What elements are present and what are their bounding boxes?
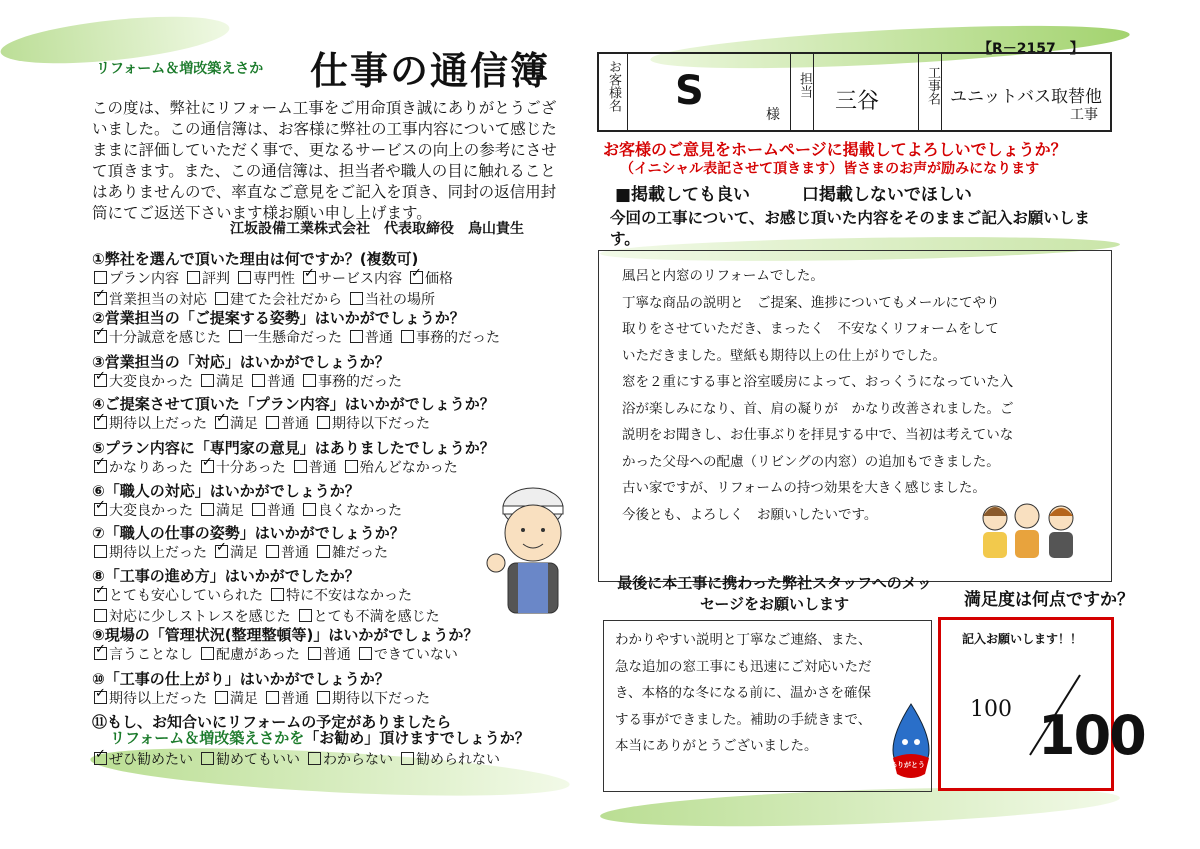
option-label: 満足	[216, 503, 244, 519]
option-label: 普通	[308, 460, 337, 476]
unchecked-box-icon[interactable]	[271, 588, 284, 601]
checked-box-icon[interactable]	[94, 647, 107, 660]
option-label: 十分誠意を感じた	[109, 330, 221, 346]
checkbox-option[interactable]	[266, 545, 309, 561]
unchecked-box-icon[interactable]	[266, 416, 279, 429]
family-illustration	[975, 498, 1085, 560]
option-label: 専門性	[253, 271, 295, 287]
checkbox-option[interactable]	[94, 374, 193, 390]
checkbox-option[interactable]	[229, 330, 342, 346]
option-label: かなりあった	[109, 460, 193, 476]
checked-box-icon[interactable]	[94, 503, 107, 516]
unchecked-box-icon[interactable]	[252, 503, 265, 516]
option-label: 満足	[230, 691, 258, 707]
checkbox-option[interactable]	[94, 691, 207, 707]
water-drop-mascot	[885, 702, 937, 782]
checkbox-option[interactable]	[303, 503, 402, 519]
message-line: する事ができました。補助の手続きまで、	[615, 711, 872, 728]
unchecked-box-icon[interactable]	[187, 271, 200, 284]
publish-question: お客様のご意見をホームページに掲載してよろしいでしょうか？	[603, 140, 1067, 159]
option-label: 営業担当の対応	[109, 292, 207, 308]
tanto-name: 三谷	[835, 89, 880, 114]
option-label: 当社の場所	[365, 292, 435, 308]
question-8-options	[94, 585, 420, 605]
unchecked-box-icon[interactable]	[215, 292, 228, 305]
koji-name: ユニットバス取替他	[950, 87, 1102, 107]
sama-label: 様	[766, 107, 780, 123]
option-label: 満足	[230, 545, 258, 561]
checkbox-option[interactable]	[303, 374, 402, 390]
checkbox-option[interactable]	[215, 545, 258, 561]
option-label: 期待以上だった	[109, 545, 207, 561]
option-label: 期待以下だった	[332, 416, 430, 432]
checkbox-option[interactable]	[215, 416, 258, 432]
option-label: ぜひ勧めたい	[109, 752, 193, 768]
option-label: とても安心していられた	[109, 588, 263, 604]
option-label: できていない	[373, 647, 458, 663]
customer-label: お客様名	[606, 60, 621, 112]
checkbox-option[interactable]	[94, 545, 207, 561]
comment-line: 風呂と内窓のリフォームでした。	[622, 268, 824, 284]
unchecked-box-icon[interactable]	[94, 271, 107, 284]
publish-choices	[615, 180, 972, 205]
comment-line: かった父母への配慮（リビングの内窓）の追加もできました。	[622, 453, 1000, 470]
tanto-label: 担当	[797, 72, 812, 98]
checked-box-icon[interactable]	[94, 416, 107, 429]
checked-box-icon[interactable]	[94, 374, 107, 387]
checked-box-icon[interactable]	[94, 330, 107, 343]
option-label: 普通	[365, 330, 393, 346]
unchecked-box-icon[interactable]	[201, 374, 214, 387]
reference-number: 【R－2157 】	[978, 41, 1084, 57]
unchecked-box-icon[interactable]	[299, 609, 312, 622]
checkbox-option[interactable]	[94, 752, 193, 768]
checkbox-option[interactable]	[187, 271, 230, 287]
question-8-options	[94, 606, 448, 626]
option-label: 言うことなし	[109, 647, 193, 663]
comment-line: 丁寧な商品の説明と ご提案、進捗についてもメールにてやり	[622, 294, 1000, 311]
signature: 江坂設備工業株式会社 代表取締役 鳥山貴生	[230, 221, 524, 237]
checkbox-option[interactable]	[252, 503, 295, 519]
choice-publish-no[interactable]: 口掲載しないでほしい	[801, 185, 972, 205]
question-7: ⑦「職人の仕事の姿勢」はいかがでしょうか？	[92, 524, 405, 542]
checked-box-icon[interactable]	[94, 460, 107, 473]
unchecked-box-icon[interactable]	[266, 545, 279, 558]
unchecked-box-icon[interactable]	[350, 292, 363, 305]
question-10: ⑩「工事の仕上がり」はいかがでしょうか？	[92, 670, 390, 688]
unchecked-box-icon[interactable]	[238, 271, 251, 284]
option-label: 殆んどなかった	[359, 460, 458, 476]
unchecked-box-icon[interactable]	[294, 460, 307, 473]
option-label: 雑だった	[332, 545, 388, 561]
unchecked-box-icon[interactable]	[317, 416, 330, 429]
checkbox-option[interactable]	[201, 752, 300, 768]
question-2: ②営業担当の「ご提案する姿勢」はいかがでしょうか？	[92, 309, 465, 327]
mascot-text: ありがとう	[890, 761, 925, 769]
option-label: 勧めてもいい	[216, 752, 300, 768]
checkbox-option[interactable]	[401, 752, 500, 768]
checkbox-option[interactable]	[317, 545, 388, 561]
message-line: わかりやすい説明と丁寧なご連絡、また、	[615, 632, 872, 648]
question-3: ③営業担当の「対応」はいかがでしょうか？	[92, 353, 390, 371]
option-label: 期待以下だった	[332, 691, 430, 707]
option-label: 十分あった	[215, 460, 286, 476]
unchecked-box-icon[interactable]	[94, 609, 107, 622]
header-divider-1	[627, 54, 628, 130]
unchecked-box-icon[interactable]	[252, 374, 265, 387]
checkbox-option[interactable]	[410, 271, 453, 287]
option-label: わからない	[323, 752, 393, 768]
header-divider-2	[790, 54, 791, 130]
unchecked-box-icon[interactable]	[350, 330, 363, 343]
message-title: 最後に本工事に携わった弊社スタッフへのメッセージをお願いします	[617, 574, 932, 613]
question-5-options	[94, 457, 466, 477]
publish-subtext: （イニシャル表記させて頂きます）皆さまのお声が励みになります	[620, 161, 1040, 177]
option-label: 満足	[230, 416, 258, 432]
score-value: 100	[1038, 704, 1145, 767]
unchecked-box-icon[interactable]	[308, 752, 321, 765]
unchecked-box-icon[interactable]	[201, 503, 214, 516]
unchecked-box-icon[interactable]	[201, 752, 214, 765]
question-1-options	[94, 268, 461, 288]
message-line: 急な追加の窓工事にも迅速にご対応いただ	[615, 658, 872, 675]
checkbox-option[interactable]	[201, 647, 300, 663]
unchecked-box-icon[interactable]	[317, 545, 330, 558]
option-label: 大変良かった	[109, 374, 193, 390]
option-label: 普通	[281, 545, 309, 561]
koji-suffix: 工事	[1070, 107, 1098, 123]
comment-line: 古い家ですが、リフォームの持つ効果を大きく感じました。	[622, 480, 986, 496]
checked-box-icon[interactable]	[94, 691, 107, 704]
checkbox-option[interactable]	[345, 460, 458, 476]
checkbox-option[interactable]	[201, 503, 244, 519]
satisfaction-title: 満足度は何点ですか？	[964, 590, 1134, 610]
checkbox-option[interactable]	[266, 416, 309, 432]
checkbox-option[interactable]	[308, 647, 351, 663]
option-label: 大変良かった	[109, 503, 193, 519]
question-9-options	[94, 644, 466, 664]
option-label: 配慮があった	[216, 647, 300, 663]
question-6: ⑥「職人の対応」はいかがでしょうか？	[92, 482, 360, 500]
message-line: き、本格的な冬になる前に、温かさを確保	[615, 685, 871, 701]
unchecked-box-icon[interactable]	[94, 545, 107, 558]
unchecked-box-icon[interactable]	[401, 330, 414, 343]
checked-box-icon[interactable]	[303, 271, 316, 284]
checkbox-option[interactable]	[94, 647, 193, 663]
message-line: 本当にありがとうございました。	[615, 738, 818, 754]
checkbox-option[interactable]	[401, 330, 500, 346]
checkbox-option[interactable]	[350, 292, 435, 308]
satisfaction-instruction: 記入お願いします！！	[962, 632, 1083, 646]
option-label: 期待以上だった	[109, 691, 207, 707]
unchecked-box-icon[interactable]	[215, 691, 228, 704]
checkbox-option[interactable]	[266, 691, 309, 707]
checkbox-option[interactable]	[308, 752, 393, 768]
q11-rest: 「お勧め」頂けますでしょうか？	[304, 729, 530, 747]
unchecked-box-icon[interactable]	[401, 752, 414, 765]
option-label: 事務的だった	[416, 330, 500, 346]
option-label: 建てた会社だから	[230, 292, 342, 308]
option-label: 満足	[216, 374, 244, 390]
question-4: ④ご提案させて頂いた「プラン内容」はいかがでしょうか？	[92, 395, 495, 413]
q11-subline	[110, 727, 530, 748]
checkbox-option[interactable]	[94, 271, 179, 287]
checkbox-option[interactable]	[94, 609, 291, 625]
company-subtitle: リフォーム＆増改築えさか	[96, 61, 264, 77]
checkbox-option[interactable]	[350, 330, 393, 346]
comment-line: 取りをさせていただき、まったく 不安なくリフォームをして	[622, 321, 999, 337]
page-title: 仕事の通信簿	[310, 49, 551, 93]
comment-line: 説明をお聞きし、お仕事ぶりを拝見する中で、当初は考えていな	[622, 427, 1014, 443]
checkbox-option[interactable]	[94, 503, 193, 519]
checked-box-icon[interactable]	[215, 545, 228, 558]
option-label: 特に不安はなかった	[286, 588, 412, 604]
checkbox-option[interactable]	[271, 588, 412, 604]
unchecked-box-icon[interactable]	[317, 691, 330, 704]
checkbox-option[interactable]	[317, 416, 430, 432]
customer-name: S	[675, 68, 704, 114]
question-3-options	[94, 371, 410, 391]
checked-box-icon[interactable]	[215, 416, 228, 429]
checkbox-option[interactable]	[359, 647, 458, 663]
checkbox-option[interactable]	[201, 374, 244, 390]
checkbox-option[interactable]	[94, 292, 207, 308]
checkbox-option[interactable]	[299, 609, 440, 625]
checked-box-icon[interactable]	[94, 752, 107, 765]
comment-line: 浴が楽しみになり、首、肩の凝りが かなり改善されました。ご	[622, 400, 1014, 417]
checkbox-option[interactable]	[303, 271, 402, 287]
question-1: ①弊社を選んで頂いた理由は何ですか？(複数可)	[92, 250, 419, 268]
handwritten-score: 100	[970, 697, 1012, 722]
option-label: 普通	[267, 503, 295, 519]
checked-box-icon[interactable]	[94, 588, 107, 601]
question-7-options	[94, 542, 396, 562]
unchecked-box-icon[interactable]	[266, 691, 279, 704]
intro-text: この度は、弊社にリフォーム工事をご用命頂き誠にありがとうございました。この通信簿は、お客様に弊社の工事内容について感じたままに評価していただく事で、更なるサービスの向上の参考にさせて頂きます。また、この通信簿は、担当者や職人の目に触れることはありませんので、率直なご意見をご記入を頂き、同封の返信用封筒にてご返送下さいます様お願い申し上げます。	[92, 99, 557, 222]
unchecked-box-icon[interactable]	[303, 374, 316, 387]
checkbox-option[interactable]	[94, 330, 221, 346]
checkbox-option[interactable]	[215, 691, 258, 707]
option-label: 一生懸命だった	[244, 330, 342, 346]
question-6-options	[94, 500, 410, 520]
unchecked-box-icon[interactable]	[359, 647, 372, 660]
question-1-options	[94, 289, 443, 309]
checked-box-icon[interactable]	[94, 292, 107, 305]
unchecked-box-icon[interactable]	[229, 330, 242, 343]
option-label: 普通	[267, 374, 295, 390]
q11-company: リフォーム＆増改築えさかを	[110, 729, 305, 747]
checkbox-option[interactable]	[94, 460, 193, 476]
option-label: 良くなかった	[318, 503, 402, 519]
unchecked-box-icon[interactable]	[345, 460, 358, 473]
option-label: サービス内容	[318, 271, 402, 287]
question-8: ⑧「工事の進め方」はいかがでしたか？	[92, 567, 360, 585]
unchecked-box-icon[interactable]	[308, 647, 321, 660]
comment-line: いただきました。壁紙も期待以上の仕上がりでした。	[622, 347, 946, 364]
worker-illustration	[478, 478, 578, 618]
checkbox-option[interactable]	[94, 416, 207, 432]
option-label: 勧められない	[416, 752, 500, 768]
q11-options	[94, 749, 508, 769]
option-label: 普通	[322, 647, 351, 663]
question-2-options	[94, 327, 508, 347]
question-4-options	[94, 413, 438, 433]
checkbox-option[interactable]	[94, 588, 263, 604]
choice-publish-yes[interactable]: ■掲載しても良い	[615, 185, 751, 205]
comment-line: 窓を２重にする事と浴室暖房によって、おっくうになっていた入	[622, 374, 1014, 390]
option-label: 普通	[281, 691, 309, 707]
question-5: ⑤プラン内容に「専門家の意見」はありましたでしょうか？	[92, 439, 495, 457]
option-label: プラン内容	[109, 271, 179, 287]
option-label: とても不満を感じた	[313, 609, 440, 625]
option-label: 評判	[202, 271, 230, 287]
checkbox-option[interactable]	[252, 374, 295, 390]
question-9: ⑨現場の「管理状況(整理整頓等)」はいかがでしょうか？	[92, 626, 479, 644]
unchecked-box-icon[interactable]	[303, 503, 316, 516]
unchecked-box-icon[interactable]	[201, 647, 214, 660]
question-11: ⑪もし、お知合いにリフォームの予定がありましたら	[92, 713, 452, 731]
checked-box-icon[interactable]	[201, 460, 214, 473]
option-label: 対応に少しストレスを感じた	[109, 609, 291, 625]
koji-label: 工事名	[925, 66, 940, 105]
option-label: 事務的だった	[318, 374, 402, 390]
checkbox-option[interactable]	[317, 691, 430, 707]
option-label: 期待以上だった	[109, 416, 207, 432]
checked-box-icon[interactable]	[410, 271, 423, 284]
comment-instruction: 今回の工事について、お感じ頂いた内容をそのままご記入お願いします。	[610, 209, 1090, 248]
option-label: 普通	[281, 416, 309, 432]
header-divider-4	[918, 54, 919, 130]
checkbox-option[interactable]	[215, 292, 342, 308]
option-label: 価格	[425, 271, 453, 287]
comment-line: 今後とも、よろしく お願いしたいです。	[622, 506, 878, 523]
checkbox-option[interactable]	[238, 271, 295, 287]
question-10-options	[94, 688, 438, 708]
checkbox-option[interactable]	[201, 460, 286, 476]
checkbox-option[interactable]	[294, 460, 337, 476]
